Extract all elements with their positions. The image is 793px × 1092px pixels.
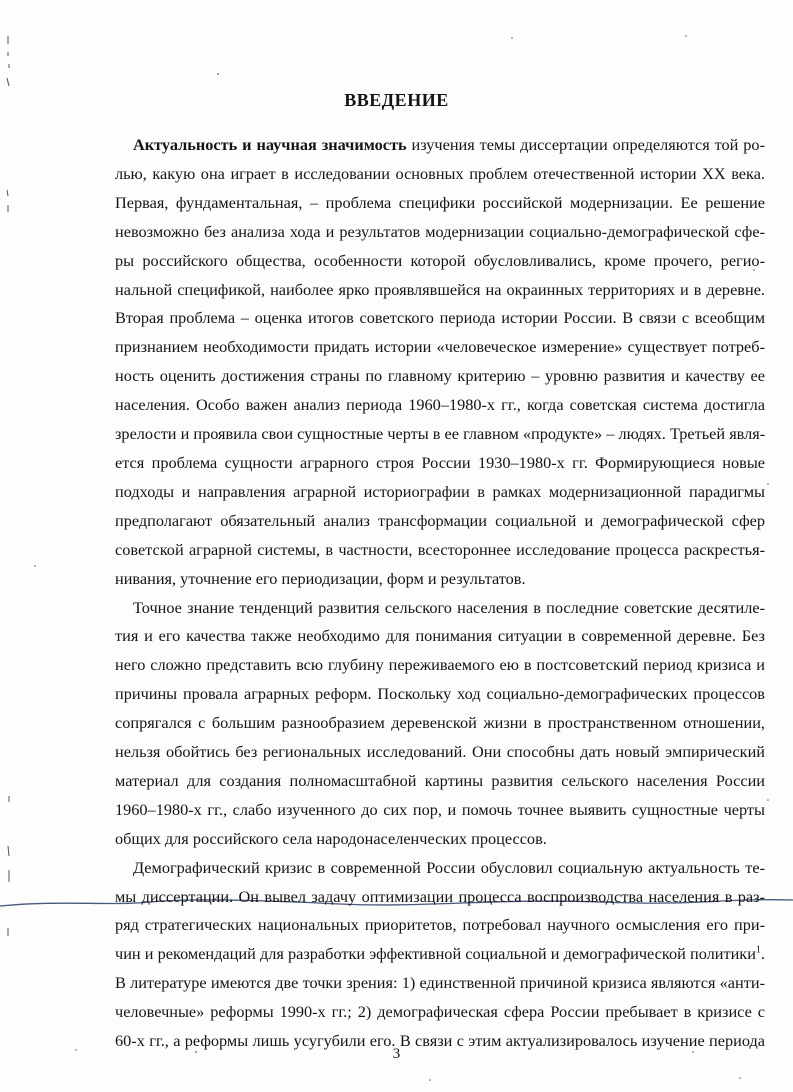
text-line: Актуальность и научная значимость изучения темы диссертации определяются той ро-	[133, 135, 765, 154]
text-line: Точное знание тенденций развития сельского населения в последние советские десятиле-	[133, 597, 765, 617]
page-title: ВВЕДЕНИЕ	[344, 90, 449, 110]
text-line: сопрягался с большим разнообразием деревенской жизни в пространственном отношении,	[115, 713, 765, 733]
text-line: материал для создания полномасштабной картины развития сельского населения России	[115, 770, 765, 790]
text-line: населения. Особо важен анализ периода 1960–1980-х гг., когда советская система достигла	[115, 395, 765, 415]
text-line: нивания, уточнение его периодизации, форм и результатов.	[115, 568, 526, 588]
text-line: признанием необходимости придать истории «человеческое измерение» существует потреб-	[115, 337, 765, 357]
footnote-ref[interactable]: 1	[755, 944, 761, 956]
text-line: Демографический кризис в современной России обусловил социальную актуальность те-	[133, 857, 765, 877]
paragraph	[115, 854, 765, 1056]
text-line: 60-х гг., а реформы лишь усугубили его. В связи с этим актуализировалось изучение периода	[115, 1031, 765, 1051]
text-line: ры российского общества, особенности которой обусловливались, кроме прочего, регио-	[115, 250, 765, 270]
text-line: нельзя обойтись без региональных исследований. Они способны дать новый эмпирический	[115, 742, 765, 762]
text-line: ряд стратегических национальных приоритетов, потребовал научного осмысления его при-	[115, 915, 765, 935]
text-line: нальной спецификой, наиболее ярко проявлявшейся на окраинных территориях и в деревне.	[115, 279, 765, 299]
text-line: причины провала аграрных реформ. Поскольку ход социально-демографических процессов	[115, 684, 765, 704]
text-line: ность оценить достижения страны по главному критерию – уровню развития и качеству ее	[115, 366, 765, 386]
text-line: зрелости и проявила свои сущностные черты в ее главном «продукте» – людях. Третьей явля-	[115, 424, 765, 444]
paragraph	[115, 131, 765, 594]
text-line: мы диссертации. Он вывел задачу оптимизации процесса воспроизводства населения в раз-	[115, 886, 765, 906]
text-line: 1960–1980-х гг., слабо изученного до сих пор, и помочь точнее выявить сущностные черты	[115, 799, 765, 819]
text-line: невозможно без анализа хода и результатов модернизации социально-демографической сфе-	[115, 221, 765, 241]
text-line: Вторая проблема – оценка итогов советского периода истории России. В связи с всеобщим	[115, 308, 765, 328]
text-line: предполагают обязательный анализ трансформации социальной и демографической сфер	[115, 510, 765, 530]
text-line: него сложно представить всю глубину переживаемого ею в постсоветский период кризиса и	[115, 655, 765, 675]
text-line: чин и рекомендаций для разработки эффективной социальной и демографической политики$^1$.	[115, 944, 765, 964]
text-line: ется проблема сущности аграрного строя России 1930–1980-х гг. Формирующиеся новые	[115, 452, 765, 472]
text-line: В литературе имеются две точки зрения: 1) единственной причиной кризиса являются «анти-	[115, 973, 765, 993]
paragraph	[115, 594, 765, 854]
text-line: подходы и направления аграрной историографии в рамках модернизационной парадигмы	[115, 481, 765, 501]
text-line: человечные» реформы 1990-х гг.; 2) демографическая сфера России пребывает в кризисе с	[115, 1002, 765, 1022]
text-line: тия и его качества также необходимо для понимания ситуации в современной деревне. Без	[115, 626, 765, 646]
text-line: общих для российского села народонаселенческих процессов.	[115, 828, 547, 848]
document-body	[115, 131, 765, 1056]
text-line: Первая, фундаментальная, – проблема специфики российской модернизации. Ее решение	[115, 192, 765, 212]
text-line: лью, какую она играет в исследовании основных проблем отечественной истории XX века.	[115, 163, 765, 183]
page-number: 3	[392, 1046, 401, 1062]
text-line: советской аграрной системы, в частности, всестороннее исследование процесса раскрестья-	[115, 539, 765, 559]
